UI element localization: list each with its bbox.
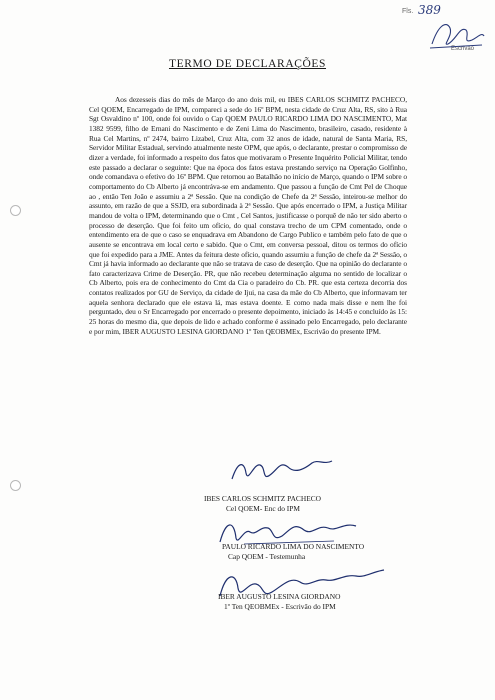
- declaration-paragraph: Aos dezesseis dias do mês de Março do ano dois mil, eu IBES CARLOS SCHMITZ PACHECO, Cel QOEM, Encarregado de IPM, compareci a sede do 16º BPM, nesta cidade de Cruz Alta, RS, sito à Rua Sgt Osvaldino nº 100, onde foi ouvido o Cap QOEM PAULO RICARDO LIMA DO NASCIMENTO, Mat 1382 9599, filho de Ernani do Nascimento e de Zeni Lima do Nascimento, brasileiro, casado, residente à Rua Cel Martins, nº 2474, bairro Lizabel, Cruz Alta, com 32 anos de idade, natural de Santa Maria, RS, Servidor Militar Estadual, servindo atualmente neste OPM, que após, o declarante, prestar o compromisso de dizer a verdade, foi informado a respeito dos fatos que motivaram o Presente Inquérito Policial Militar, tendo este passado a declarar o seguinte: Que na época dos fatos estava prestando serviço na Operação Golfinho, onde comandava o efetivo do 16º BPM. Que retornou ao Batalhão no início de Março, quando o IPM sobre o comportamento do Cb Alberto já encontráva-se em andamento. Que passou a função de Cmt Pel de Choque ao , então Ten João e assumiu a 2ª Sessão. Que na condição de Chefe da 2ª Sessão, inteirou-se melhor do assunto, em razão de que a SSJD, era subordinada à 2ª Sessão. Que após encerrado o IPM, a Justiça Militar mandou de volta o IPM, determinando que o Cmt , Cel Santos, justificasse o porquê de não ter sido aberto o processo de deserção. Que foi feito um ofício, do qual constava trecho de um CPM comentado, onde o entendimento era de que o caso se enquadrava em Abandono de Cargo Publico e também pelo fato de que o ausente se encontrava em local certo e sabido. Que o Cmt, em conversa pessoal, ditou os termos do ofício que foi expedido para a JME. Antes da feitura deste ofício, quando assumiu a função de chefe da 2ª Sessão, o Cmt já havia informado ao declarante que não se tratava de caso de deserção. Que na opinião do declarante o fato caracterizava Crime de Deserção. PR, que não recebeu determinação alguma no sentido de localizar o Cb Alberto, pois era de conhecimento do Cmt da Cia o paradeiro do Cb. PR. que esta certeza decorria dos contatos realizados por GU de Serviço, da cidade de Ijui, na casa da mãe do Cb Alberto, que informavam ter aquela senhora declarado que ele estava lá, mas estava doente. E como nada mais disse e nem lhe foi perguntado, deu o Sr Encarregado por encerrado o presente depoimento, iniciado às 14:45 e concluído às 15: 25 horas do mesmo dia, que depois de lido e achado conforme é assinado pelo Encarregado, pelo declarante e por mim, IBER AUGUSTO LESINA GIORDANO 1º Ten QEOBMEx, Escrivão do presente IPM.: [89, 95, 407, 336]
- page-title: TERMO DE DECLARAÇÕES: [168, 58, 327, 70]
- signature-name-2: PAULO RICARDO LIMA DO NASCIMENTO: [222, 542, 365, 551]
- folio-label: Fls.: [402, 8, 414, 15]
- declaration-body: [89, 95, 407, 336]
- punch-hole: [10, 205, 21, 216]
- punch-hole: [10, 480, 21, 491]
- encarregado-signature: [228, 453, 348, 487]
- signature-role-2: Cap QOEM - Testemunha: [228, 552, 306, 561]
- signature-name-1: IBES CARLOS SCHMITZ PACHECO: [204, 494, 321, 503]
- escrivao-label: Escrivão: [451, 46, 475, 52]
- signature-role-3: 1º Ten QEOBMEx - Escrivão do IPM: [224, 602, 336, 611]
- signature-name-3: IBER AUGUSTO LESINA GIORDANO: [218, 592, 341, 601]
- signature-role-1: Cel QOEM- Enc do IPM: [226, 504, 300, 513]
- folio-number: 389: [418, 3, 441, 17]
